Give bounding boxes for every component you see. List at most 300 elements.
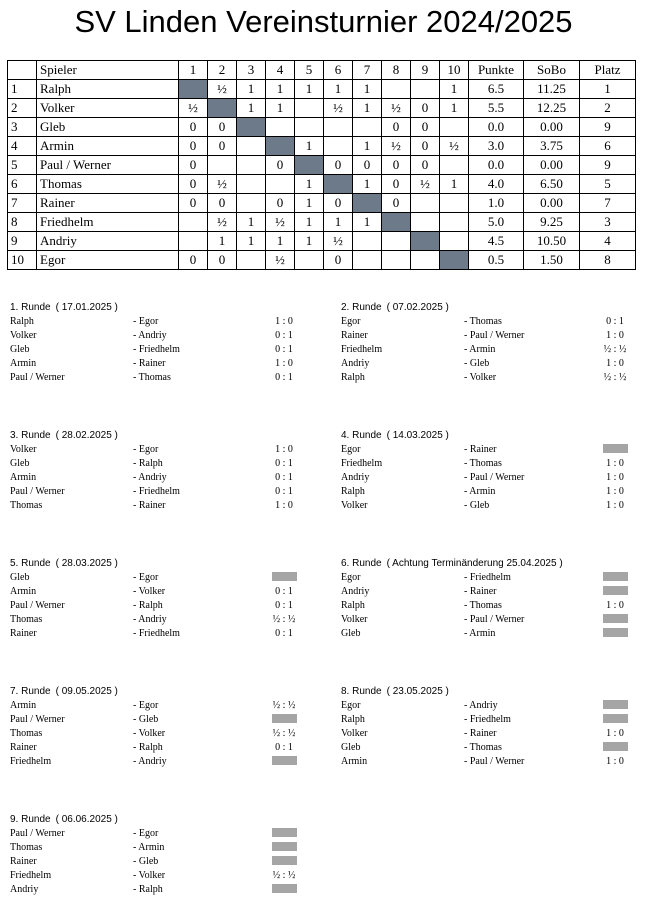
white-player: Friedhelm <box>341 344 383 355</box>
result-cell: 1 <box>440 175 469 194</box>
white-player: Paul / Werner <box>10 372 65 383</box>
points-cell: 5.0 <box>469 213 524 232</box>
table-row <box>8 99 636 118</box>
result-cell: ½ <box>324 99 353 118</box>
game-row <box>341 500 641 514</box>
round-block <box>10 686 310 770</box>
diagonal-cell <box>353 194 382 213</box>
round-header <box>10 558 310 572</box>
black-player: - Volker <box>133 586 166 597</box>
sobo-cell: 11.25 <box>524 80 580 99</box>
round-date: ( 09.05.2025 ) <box>55 686 118 697</box>
header-cell: 8 <box>382 61 411 80</box>
diagonal-cell <box>440 251 469 270</box>
result-cell: 1 <box>353 99 382 118</box>
game-result: 0 : 1 <box>275 330 293 341</box>
white-player: Friedhelm <box>341 458 383 469</box>
black-player: - Friedhelm <box>464 714 511 725</box>
game-result: 1 : 0 <box>606 358 624 369</box>
white-player: Ralph <box>10 316 34 327</box>
game-row <box>10 728 310 742</box>
black-player: - Ralph <box>133 458 163 469</box>
pending-result-box <box>603 628 628 637</box>
result-cell: 1 <box>353 175 382 194</box>
black-player: - Egor <box>133 572 159 583</box>
player-name: Ralph <box>37 80 179 99</box>
player-number: 1 <box>8 80 37 99</box>
game-row <box>10 344 310 358</box>
black-player: - Paul / Werner <box>464 614 525 625</box>
white-player: Friedhelm <box>10 756 52 767</box>
diagonal-cell <box>324 175 353 194</box>
player-name: Egor <box>37 251 179 270</box>
white-player: Egor <box>341 444 361 455</box>
result-cell: 0 <box>382 156 411 175</box>
player-name: Rainer <box>37 194 179 213</box>
game-row <box>10 586 310 600</box>
result-cell: 0 <box>353 156 382 175</box>
result-cell <box>382 80 411 99</box>
result-cell <box>440 213 469 232</box>
result-cell: 1 <box>324 80 353 99</box>
player-name: Friedhelm <box>37 213 179 232</box>
white-player: Thomas <box>10 614 43 625</box>
round-block <box>341 430 641 514</box>
round-date: ( 28.02.2025 ) <box>55 430 118 441</box>
result-cell: 1 <box>295 213 324 232</box>
sobo-cell: 6.50 <box>524 175 580 194</box>
black-player: - Friedhelm <box>133 486 180 497</box>
result-cell: ½ <box>208 213 237 232</box>
header-cell: Punkte <box>469 61 524 80</box>
round-header <box>341 686 641 700</box>
player-name: Armin <box>37 137 179 156</box>
result-cell <box>237 194 266 213</box>
game-row <box>341 372 641 386</box>
round-date: ( 14.03.2025 ) <box>386 430 449 441</box>
result-cell <box>440 118 469 137</box>
game-row <box>10 330 310 344</box>
result-cell <box>266 118 295 137</box>
table-row <box>8 80 636 99</box>
points-cell: 4.5 <box>469 232 524 251</box>
black-player: - Rainer <box>133 358 166 369</box>
sobo-cell: 9.25 <box>524 213 580 232</box>
game-result: ½ : ½ <box>603 372 627 383</box>
result-cell: 1 <box>266 99 295 118</box>
game-row <box>10 500 310 514</box>
table-row <box>8 156 636 175</box>
player-name: Andriy <box>37 232 179 251</box>
points-cell: 4.0 <box>469 175 524 194</box>
result-cell <box>295 251 324 270</box>
white-player: Volker <box>341 614 368 625</box>
result-cell: 1 <box>324 213 353 232</box>
table-row <box>8 137 636 156</box>
result-cell <box>353 232 382 251</box>
result-cell: ½ <box>266 251 295 270</box>
round-header <box>341 558 641 572</box>
header-cell: 7 <box>353 61 382 80</box>
round-label: 7. Runde <box>10 686 51 697</box>
game-result: ½ : ½ <box>272 728 296 739</box>
game-row <box>10 628 310 642</box>
player-number: 9 <box>8 232 37 251</box>
result-cell: 1 <box>353 80 382 99</box>
player-number: 5 <box>8 156 37 175</box>
game-row <box>341 486 641 500</box>
result-cell <box>440 194 469 213</box>
diagonal-cell <box>179 80 208 99</box>
sobo-cell: 0.00 <box>524 118 580 137</box>
black-player: - Rainer <box>133 500 166 511</box>
player-name: Gleb <box>37 118 179 137</box>
game-row <box>10 600 310 614</box>
result-cell: 0 <box>382 194 411 213</box>
points-cell: 1.0 <box>469 194 524 213</box>
game-result: 1 : 0 <box>275 444 293 455</box>
pending-result-box <box>603 586 628 595</box>
header-player: Spieler <box>37 61 179 80</box>
round-date: ( 28.03.2025 ) <box>55 558 118 569</box>
result-cell: 0 <box>208 137 237 156</box>
black-player: - Volker <box>133 870 166 881</box>
result-cell: 0 <box>179 175 208 194</box>
result-cell: ½ <box>440 137 469 156</box>
game-result: 0 : 1 <box>275 372 293 383</box>
game-result: ½ : ½ <box>272 870 296 881</box>
header-cell: 5 <box>295 61 324 80</box>
diagonal-cell <box>237 118 266 137</box>
white-player: Paul / Werner <box>10 828 65 839</box>
result-cell: 1 <box>295 80 324 99</box>
white-player: Ralph <box>341 486 365 497</box>
result-cell <box>237 156 266 175</box>
black-player: - Gleb <box>464 358 490 369</box>
game-row <box>10 842 310 856</box>
result-cell <box>411 213 440 232</box>
pending-result-box <box>603 700 628 709</box>
round-block <box>10 430 310 514</box>
pending-result-box <box>603 742 628 751</box>
rank-cell: 5 <box>580 175 636 194</box>
white-player: Andriy <box>341 586 370 597</box>
game-result: 1 : 0 <box>606 600 624 611</box>
round-block <box>341 302 641 386</box>
pending-result-box <box>603 714 628 723</box>
game-result: 0 : 1 <box>275 628 293 639</box>
black-player: - Paul / Werner <box>464 472 525 483</box>
game-row <box>341 344 641 358</box>
game-row <box>341 444 641 458</box>
black-player: - Thomas <box>464 742 502 753</box>
result-cell: 0 <box>179 137 208 156</box>
black-player: - Armin <box>464 628 496 639</box>
round-label: 6. Runde <box>341 558 382 569</box>
black-player: - Gleb <box>133 714 159 725</box>
result-cell: 1 <box>353 213 382 232</box>
black-player: - Friedhelm <box>133 344 180 355</box>
round-date: ( 06.06.2025 ) <box>55 814 118 825</box>
result-cell: 0 <box>324 251 353 270</box>
player-name: Thomas <box>37 175 179 194</box>
result-cell <box>179 213 208 232</box>
game-row <box>10 756 310 770</box>
black-player: - Andriy <box>464 700 498 711</box>
result-cell: ½ <box>208 80 237 99</box>
game-row <box>341 458 641 472</box>
black-player: - Andriy <box>133 756 167 767</box>
result-cell: 1 <box>237 80 266 99</box>
black-player: - Paul / Werner <box>464 330 525 341</box>
white-player: Armin <box>10 358 37 369</box>
black-player: - Paul / Werner <box>464 756 525 767</box>
pending-result-box <box>272 856 297 865</box>
rank-cell: 9 <box>580 118 636 137</box>
black-player: - Egor <box>133 700 159 711</box>
round-label: 1. Runde <box>10 302 51 313</box>
black-player: - Volker <box>464 372 497 383</box>
header-cell: 9 <box>411 61 440 80</box>
result-cell <box>324 118 353 137</box>
page-title: SV Linden Vereinsturnier 2024/2025 <box>74 4 573 39</box>
table-row <box>8 194 636 213</box>
result-cell <box>382 251 411 270</box>
points-cell: 0.5 <box>469 251 524 270</box>
sobo-cell: 0.00 <box>524 194 580 213</box>
sobo-cell: 1.50 <box>524 251 580 270</box>
result-cell <box>440 232 469 251</box>
result-cell: 0 <box>208 194 237 213</box>
white-player: Ralph <box>341 714 365 725</box>
result-cell: 0 <box>266 194 295 213</box>
result-cell <box>237 175 266 194</box>
black-player: - Andriy <box>133 614 167 625</box>
result-cell: 0 <box>266 156 295 175</box>
white-player: Gleb <box>10 344 30 355</box>
round-date: ( Achtung Terminänderung 25.04.2025 ) <box>386 558 563 569</box>
pending-result-box <box>603 572 628 581</box>
result-cell: 1 <box>295 175 324 194</box>
player-number: 7 <box>8 194 37 213</box>
game-row <box>341 358 641 372</box>
white-player: Rainer <box>10 742 37 753</box>
white-player: Volker <box>341 728 368 739</box>
diagonal-cell <box>295 156 324 175</box>
game-result: 0 : 1 <box>275 742 293 753</box>
rank-cell: 7 <box>580 194 636 213</box>
result-cell: ½ <box>411 175 440 194</box>
round-block <box>10 302 310 386</box>
player-number: 6 <box>8 175 37 194</box>
round-header <box>10 814 310 828</box>
pending-result-box <box>272 756 297 765</box>
header-cell: 4 <box>266 61 295 80</box>
white-player: Rainer <box>341 330 368 341</box>
result-cell <box>237 251 266 270</box>
points-cell: 0.0 <box>469 118 524 137</box>
white-player: Paul / Werner <box>10 600 65 611</box>
black-player: - Armin <box>464 344 496 355</box>
pending-result-box <box>603 444 628 453</box>
round-label: 4. Runde <box>341 430 382 441</box>
result-cell: 1 <box>208 232 237 251</box>
round-block <box>10 558 310 642</box>
game-result: 1 : 0 <box>606 330 624 341</box>
game-result: 1 : 0 <box>275 358 293 369</box>
game-result: 1 : 0 <box>606 500 624 511</box>
result-cell: 0 <box>179 118 208 137</box>
game-row <box>10 358 310 372</box>
game-row <box>341 742 641 756</box>
black-player: - Friedhelm <box>133 628 180 639</box>
round-label: 3. Runde <box>10 430 51 441</box>
round-header <box>341 430 641 444</box>
game-row <box>10 884 310 898</box>
black-player: - Armin <box>133 842 165 853</box>
result-cell: 0 <box>179 251 208 270</box>
result-cell: 0 <box>382 118 411 137</box>
result-cell <box>411 251 440 270</box>
round-date: ( 07.02.2025 ) <box>386 302 449 313</box>
game-result: 1 : 0 <box>606 486 624 497</box>
white-player: Armin <box>10 472 37 483</box>
game-row <box>341 330 641 344</box>
game-row <box>10 742 310 756</box>
player-number: 2 <box>8 99 37 118</box>
black-player: - Ralph <box>133 884 163 895</box>
game-result: 0 : 1 <box>275 486 293 497</box>
game-result: 1 : 0 <box>606 728 624 739</box>
result-cell: 0 <box>324 194 353 213</box>
pending-result-box <box>272 884 297 893</box>
game-row <box>341 700 641 714</box>
result-cell: ½ <box>266 213 295 232</box>
game-result: 0 : 1 <box>275 586 293 597</box>
black-player: - Egor <box>133 316 159 327</box>
round-block <box>10 814 310 898</box>
game-row <box>10 572 310 586</box>
diagonal-cell <box>208 99 237 118</box>
game-row <box>10 444 310 458</box>
result-cell: ½ <box>382 137 411 156</box>
round-block <box>341 686 641 770</box>
result-cell: 0 <box>179 156 208 175</box>
game-row <box>341 472 641 486</box>
game-row <box>341 572 641 586</box>
black-player: - Ralph <box>133 600 163 611</box>
white-player: Volker <box>10 330 37 341</box>
table-row <box>8 118 636 137</box>
rank-cell: 2 <box>580 99 636 118</box>
result-cell: 1 <box>295 232 324 251</box>
result-cell: 0 <box>382 175 411 194</box>
white-player: Gleb <box>341 628 361 639</box>
round-header <box>10 430 310 444</box>
game-row <box>341 316 641 330</box>
crosstable <box>7 60 636 270</box>
player-number: 4 <box>8 137 37 156</box>
black-player: - Gleb <box>464 500 490 511</box>
diagonal-cell <box>411 232 440 251</box>
white-player: Ralph <box>341 600 365 611</box>
rank-cell: 1 <box>580 80 636 99</box>
result-cell <box>295 99 324 118</box>
result-cell: 1 <box>266 232 295 251</box>
result-cell <box>353 251 382 270</box>
result-cell <box>266 175 295 194</box>
game-row <box>10 372 310 386</box>
game-row <box>10 316 310 330</box>
result-cell: 1 <box>440 99 469 118</box>
result-cell: 0 <box>324 156 353 175</box>
white-player: Armin <box>10 700 37 711</box>
round-label: 2. Runde <box>341 302 382 313</box>
game-result: 1 : 0 <box>606 458 624 469</box>
black-player: - Thomas <box>133 372 171 383</box>
result-cell: 1 <box>295 194 324 213</box>
result-cell <box>237 137 266 156</box>
points-cell: 5.5 <box>469 99 524 118</box>
result-cell: 0 <box>411 156 440 175</box>
black-player: - Volker <box>133 728 166 739</box>
sobo-cell: 3.75 <box>524 137 580 156</box>
black-player: - Thomas <box>464 316 502 327</box>
result-cell: 1 <box>237 232 266 251</box>
black-player: - Thomas <box>464 458 502 469</box>
player-name: Volker <box>37 99 179 118</box>
result-cell <box>208 156 237 175</box>
game-row <box>341 586 641 600</box>
table-row <box>8 251 636 270</box>
result-cell <box>411 194 440 213</box>
pending-result-box <box>272 828 297 837</box>
black-player: - Rainer <box>464 444 497 455</box>
game-row <box>341 628 641 642</box>
black-player: - Friedhelm <box>464 572 511 583</box>
result-cell: 1 <box>237 99 266 118</box>
white-player: Thomas <box>10 842 43 853</box>
result-cell: 1 <box>266 80 295 99</box>
game-result: 0 : 1 <box>275 472 293 483</box>
round-date: ( 17.01.2025 ) <box>55 302 118 313</box>
result-cell <box>324 137 353 156</box>
sobo-cell: 0.00 <box>524 156 580 175</box>
game-row <box>341 714 641 728</box>
white-player: Rainer <box>10 856 37 867</box>
black-player: - Gleb <box>133 856 159 867</box>
game-row <box>10 700 310 714</box>
result-cell <box>353 118 382 137</box>
black-player: - Andriy <box>133 330 167 341</box>
result-cell: 0 <box>208 118 237 137</box>
result-cell: ½ <box>382 99 411 118</box>
round-label: 5. Runde <box>10 558 51 569</box>
game-result: 0 : 1 <box>275 458 293 469</box>
table-row <box>8 175 636 194</box>
white-player: Volker <box>10 444 37 455</box>
pending-result-box <box>272 842 297 851</box>
result-cell: 0 <box>179 194 208 213</box>
white-player: Egor <box>341 700 361 711</box>
white-player: Thomas <box>10 728 43 739</box>
game-row <box>10 458 310 472</box>
black-player: - Armin <box>464 486 496 497</box>
white-player: Andriy <box>341 472 370 483</box>
header-cell: Platz <box>580 61 636 80</box>
rank-cell: 6 <box>580 137 636 156</box>
round-block <box>341 558 641 642</box>
